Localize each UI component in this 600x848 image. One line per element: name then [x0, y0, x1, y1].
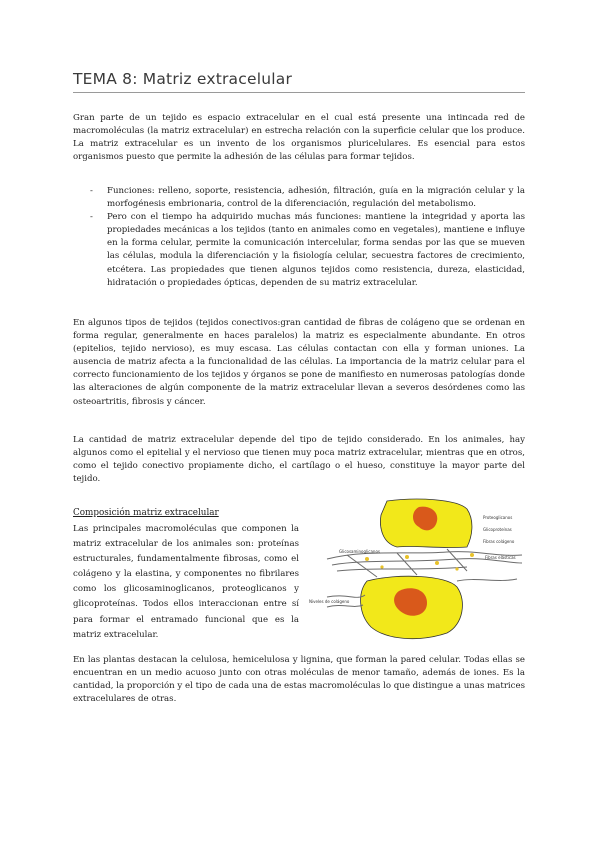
plants-paragraph: En las plantas destacan la celulosa, hemicelulosa y lignina, que forman la pared celular. Todas ellas se encuentran en un medio acuoso junto con otras moléculas de menor tamaño, además de iones. Es la cantidad, la proporción y el tipo de cada una de estas macromoléculas lo que distingue a unas matrices extracelulares de otras.: [73, 655, 525, 705]
functions-list: [73, 185, 525, 290]
list-item: [73, 211, 525, 290]
section-heading: Composición matriz extracelular: [73, 508, 219, 518]
bullet-text: Pero con el tiempo ha adquirido muchas más funciones: mantiene la integridad y aporta las propiedades mecánicas a los tejidos (tanto en animales como en vegetales), mantiene e influye en la forma celular, permite la comunicación intercelular, forma sendas por las que se mueven las células, modula la diferenciación y la fisiología celular, secuestra factores de crecimiento, etcétera. Las propiedades que tienen algunos tejidos como resistencia, dureza, elasticidad, hidratación o propiedades ópticas, dependen de su matriz extracelular.: [107, 212, 525, 288]
composition-paragraph: Las principales macromoléculas que componen la matriz extracelular de los animales son: proteínas estructurales, fundamentalmente fibrosas, como el colágeno y la elastina, y componentes no fibrilares como los glicosaminoglicanos, proteoglicanos y glicoproteínas. Todos ellos interaccionan entre sí para formar el entramado funcional que es la matriz extracelular.: [73, 524, 299, 640]
intro-paragraph: Gran parte de un tejido es espacio extracelular en el cual está presente una intincada red de macromoléculas (la matriz extracelular) en estrecha relación con la superficie celular que los produce. La matriz extracelular es un invento de los organismos pluricelulares. Es esencial para estos organismos puesto que permite la adhesión de las células para formar tejidos.: [73, 113, 525, 163]
connective-paragraph: En algunos tipos de tejidos (tejidos conectivos:gran cantidad de fibras de colágeno que se ordenan en forma regular, generalmente en haces paralelos) la matriz es especialmente abundante. En otros (epitelios, tejido nervioso), es muy escasa. Las células contactan con ella y forman uniones. La ausencia de matriz afecta a la funcionalidad de las células. La importancia de la matriz celular para el correcto funcionamiento de los tejidos y órganos se pone de manifiesto en numerosas patologías donde las alteraciones de algún componente de la matriz extracelular llevan a severos desórdenes como las osteoartritis, fibrosis y cáncer.: [73, 318, 525, 407]
bullet-marker: -: [90, 186, 93, 196]
figure-label: Glicosaminoglicanos: [339, 549, 380, 554]
list-item: [73, 185, 525, 211]
figure-label: Proteoglicanos: [483, 515, 513, 520]
figure-label: Fibras elásticas: [485, 555, 516, 560]
extracellular-matrix-diagram: [307, 497, 527, 641]
quantity-paragraph: La cantidad de matriz extracelular depende del tipo de tejido considerado. En los animales, hay algunos como el epitelial y el nervioso que tienen muy poca matriz extracelular, mientras que en otros, como el tejido conectivo propiamente dicho, el cartílago o el hueso, constituye la mayor parte del tejido.: [73, 435, 525, 485]
bullet-marker: -: [90, 212, 93, 223]
bullet-text: Funciones: relleno, soporte, resistencia, adhesión, filtración, guía en la migración celular y la morfogénesis embrionaria, control de la diferenciación, regulación del metabolismo.: [107, 186, 525, 210]
figure-label: Fibras colágeno: [483, 539, 515, 544]
figure-label: Glicoproteínas: [483, 527, 512, 532]
figure-label: Niveles de colágeno: [309, 599, 350, 604]
title-divider: [73, 92, 525, 93]
document-title: TEMA 8: Matriz extracelular: [73, 70, 293, 88]
